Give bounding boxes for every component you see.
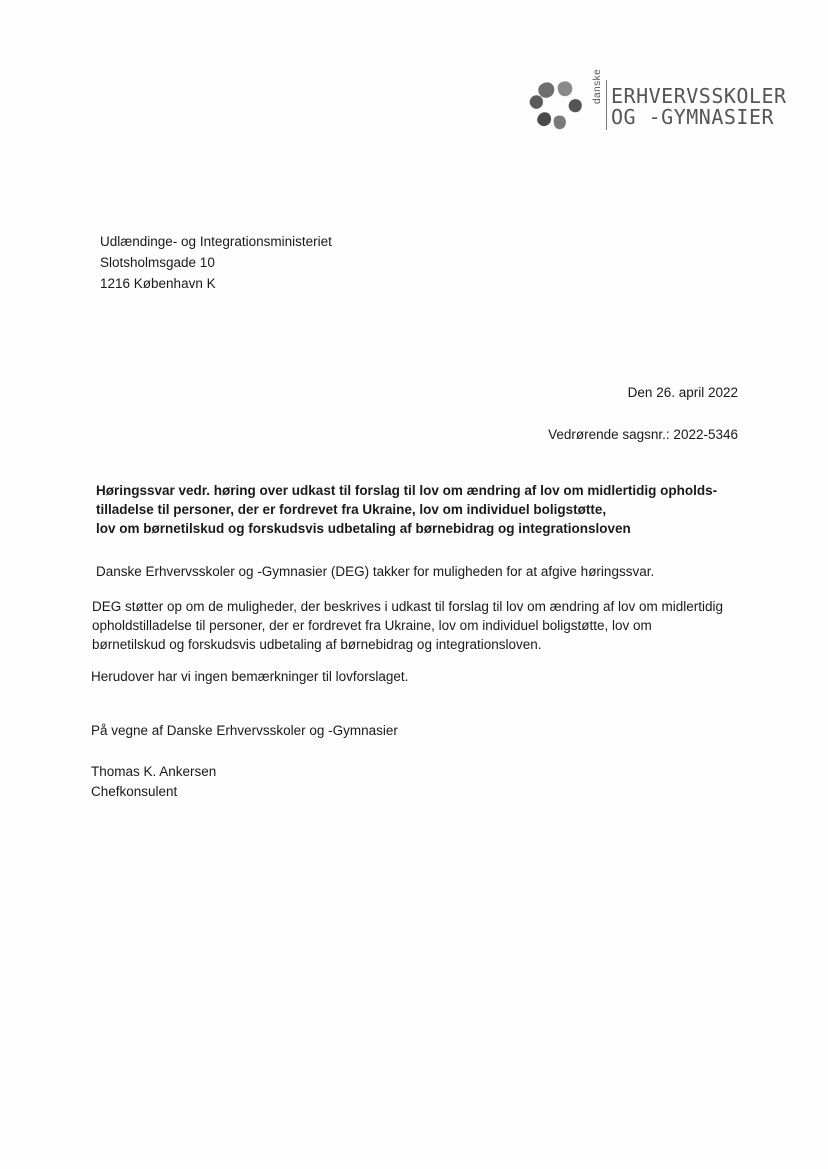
letter-date: Den 26. april 2022 [627,385,738,400]
closing-line: På vegne af Danske Erhvervsskoler og -Gymnasier [91,723,398,738]
logo-divider [606,80,607,130]
body-paragraph-2 [92,597,723,654]
logo-small-word: danske [592,68,603,104]
paragraph-2-line-1: DEG støtter op om de muligheder, der beskrives i udkast til forslag til lov om ændring af lov om midlertidig [92,599,724,614]
organization-logo [528,68,787,140]
logo-line-2: OG -GYMNASIER [611,105,775,129]
paragraph-2-line-3: børnetilskud og forskudsvis udbetaling af børnebidrag og integrationsloven. [92,637,542,652]
petal-cluster-icon [528,78,586,138]
recipient-line-3: 1216 København K [100,276,216,291]
signature-block [91,761,216,801]
subject-line-1: Høringssvar vedr. høring over udkast til forslag til lov om ændring af lov om midlertidig opholds- [96,483,718,498]
recipient-line-1: Udlændinge- og Integrationsministeriet [100,234,332,249]
logo-line-1: ERHVERVSSKOLER [611,84,787,108]
body-paragraph-1: Danske Erhvervsskoler og -Gymnasier (DEG) takker for muligheden for at afgive høringssvar. [96,564,655,579]
paragraph-2-line-2: opholdstilladelse til personer, der er fordrevet fra Ukraine, lov om individuel boligstøtte, lov om [92,618,652,633]
subject-heading [96,481,717,538]
recipient-address [100,231,332,294]
signatory-title: Chefkonsulent [91,784,178,799]
body-paragraph-3: Herudover har vi ingen bemærkninger til lovforslaget. [91,669,409,684]
case-reference: Vedrørende sagsnr.: 2022-5346 [548,427,738,442]
subject-line-2: tilladelse til personer, der er fordrevet fra Ukraine, lov om individuel boligstøtte, [96,502,607,517]
recipient-line-2: Slotsholmsgade 10 [100,255,215,270]
signatory-name: Thomas K. Ankersen [91,764,217,779]
subject-line-3: lov om børnetilskud og forskudsvis udbetaling af børnebidrag og integrationsloven [96,521,631,536]
